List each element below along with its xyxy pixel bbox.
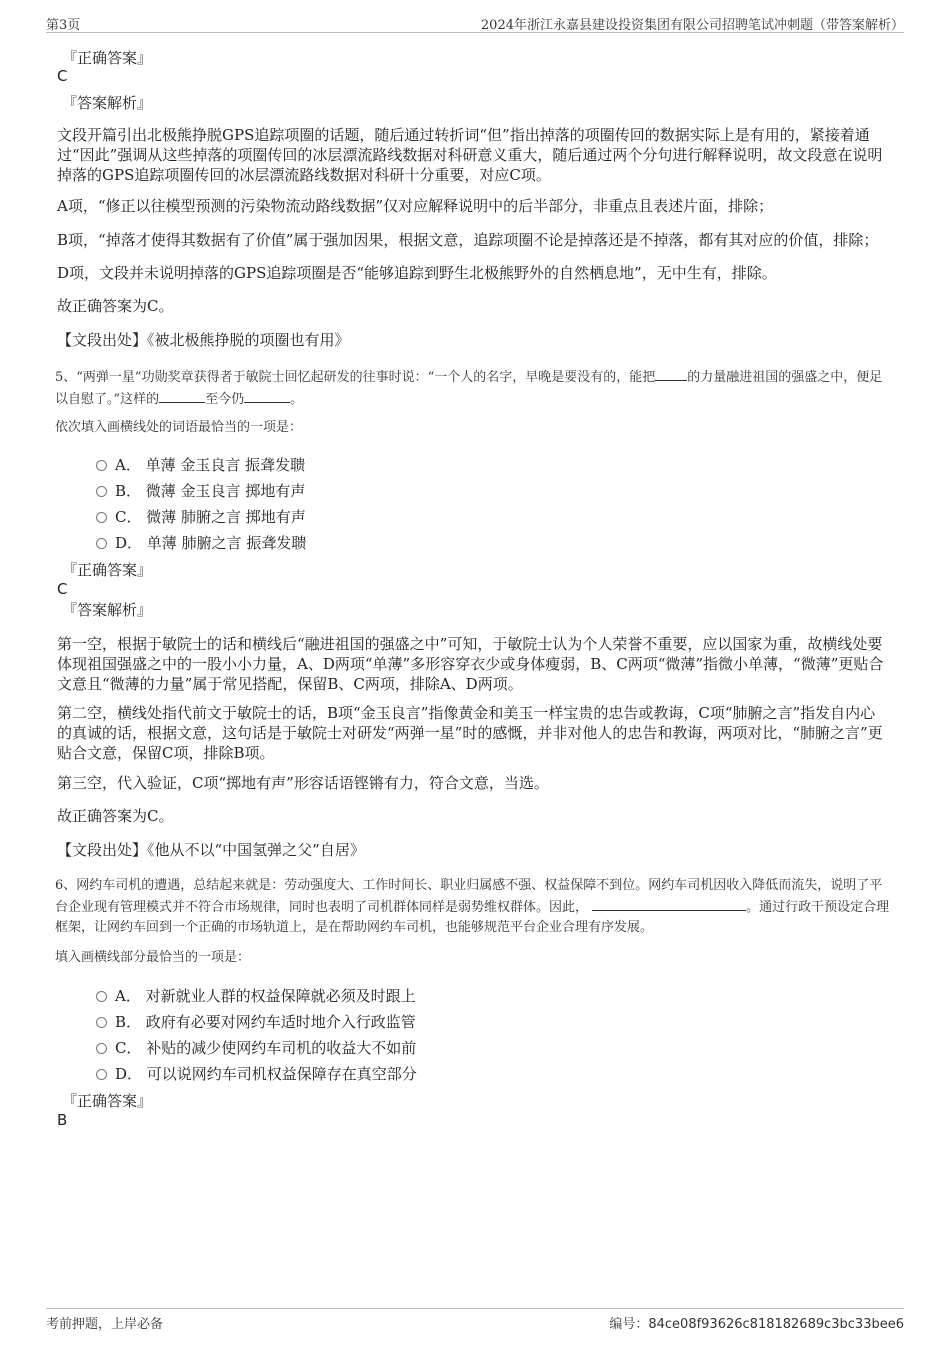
answer-blank [655,366,687,381]
answer-blank [592,896,746,911]
analysis-paragraph: 第二空，横线处指代前文于敏院士的话，B项“金玉良言”指像黄金和美玉一样宝贵的忠告或教诲，C项“肺腑之言”指发自内心的真诚的话，根据文意，这句话是于敏院士对研发“两弹一星”时的感慨，并非对他人的忠告和教诲，两项对比，“肺腑之言”更贴合文意，保留C项，排除B项。 [57,704,883,762]
option-d[interactable]: D． 可以说网约车司机权益保障存在真空部分 [96,1064,417,1084]
radio-icon[interactable] [96,991,107,1002]
analysis-paragraph: 第一空，根据于敏院士的话和横线后“融进祖国的强盛之中”可知，于敏院士认为个人荣誉不重要，应以国家为重，故横线处要体现祖国强盛之中的一股小小力量，A、D两项“单薄”多形容穿衣少或身体瘦弱，B、C两项“微薄”指微小单薄，“微薄”更贴合文意且“微薄的力量”属于常见搭配，保留B、C两项，排除A、D两项。 [57,635,884,693]
radio-icon[interactable] [96,1017,107,1028]
answer-blank [244,388,290,403]
correct-answer-label: 『正确答案』 [62,561,153,579]
document-code: 编号：84ce08f93626c818182689c3bc33bee6 [609,1317,904,1332]
radio-icon[interactable] [96,1069,107,1080]
source-citation: 【文段出处】《他从不以“中国氢弹之父”自居》 [57,841,365,859]
option-c[interactable]: C． 微薄 肺腑之言 掷地有声 [96,507,306,527]
footer-slogan: 考前押题，上岸必备 [46,1317,164,1332]
analysis-label: 『答案解析』 [62,601,153,619]
option-a[interactable]: A． 对新就业人群的权益保障就必须及时跟上 [96,986,416,1006]
analysis-conclusion: 故正确答案为C。 [57,297,174,315]
radio-icon[interactable] [96,512,107,523]
answer-blank [159,388,205,403]
option-b[interactable]: B． 政府有必要对网约车适时地介入行政监管 [96,1012,416,1032]
analysis-paragraph: B项，“掉落才使得其数据有了价值”属于强加因果，根据文意，追踪项圈不论是掉落还是不掉落，都有其对应的价值，排除； [57,231,879,249]
correct-answer-value: C [57,67,68,85]
option-c[interactable]: C． 补贴的减少使网约车司机的收益大不如前 [96,1038,416,1058]
correct-answer-label: 『正确答案』 [62,1092,153,1110]
analysis-paragraph: A项，“修正以往模型预测的污染物流动路线数据”仅对应解释说明中的后半部分，非重点且表述片面，排除； [57,197,774,215]
question-stem: 6、网约车司机的遭遇，总结起来就是：劳动强度大、工作时间长、职业归属感不强、权益保障不到位。网约车司机因收入降低而流失，说明了平台企业现有管理模式并不符合市场规律，同时也表明了司机群体同样是弱势维权群体。因此， 。通过行政干预设定合理框架，让网约车回到一个正确的市场轨道上，是在帮助网约车司机，也能够规范平台企业合理有序发展。 [55,878,890,935]
correct-answer-value: C [57,580,68,598]
option-d[interactable]: D． 单薄 肺腑之言 振聋发聩 [96,533,306,553]
radio-icon[interactable] [96,460,107,471]
page-number: 第3页 [46,18,81,33]
question-prompt: 依次填入画横线处的词语最恰当的一项是： [55,420,303,435]
analysis-conclusion: 故正确答案为C。 [57,807,174,825]
analysis-label: 『答案解析』 [62,94,153,112]
document-title: 2024年浙江永嘉县建设投资集团有限公司招聘笔试冲刺题（带答案解析） [480,18,904,33]
option-a[interactable]: A． 单薄 金玉良言 振聋发聩 [96,455,305,475]
analysis-paragraph: 第三空，代入验证，C项“掷地有声”形容话语铿锵有力，符合文意，当选。 [57,774,549,792]
correct-answer-value: B [57,1111,68,1129]
source-citation: 【文段出处】《被北极熊挣脱的项圈也有用》 [57,331,350,349]
radio-icon[interactable] [96,538,107,549]
analysis-paragraph: 文段开篇引出北极熊挣脱GPS追踪项圈的话题，随后通过转折词“但”指出掉落的项圈传回的数据实际上是有用的，紧接着通过“因此”强调从这些掉落的项圈传回的冰层漂流路线数据对科研意义重大，随后通过两个分句进行解释说明，故文段意在说明掉落的GPS追踪项圈传回的冰层漂流路线数据对科研十分重要，对应C项。 [57,126,883,184]
question-prompt: 填入画横线部分最恰当的一项是： [55,950,251,965]
radio-icon[interactable] [96,1043,107,1054]
page-header [46,12,904,33]
option-b[interactable]: B． 微薄 金玉良言 掷地有声 [96,481,305,501]
analysis-paragraph: D项，文段并未说明掉落的GPS追踪项圈是否“能够追踪到野生北极熊野外的自然栖息地”，无中生有，排除。 [57,264,777,282]
radio-icon[interactable] [96,486,107,497]
page-footer [46,1308,904,1332]
correct-answer-label: 『正确答案』 [62,49,153,67]
question-stem: 5、“两弹一星”功勋奖章获得者于敏院士回忆起研发的往事时说：“一个人的名字，早晚是要没有的，能把 的力量融进祖国的强盛之中，便足以自慰了。”这样的 至今仍 。 [55,366,895,410]
